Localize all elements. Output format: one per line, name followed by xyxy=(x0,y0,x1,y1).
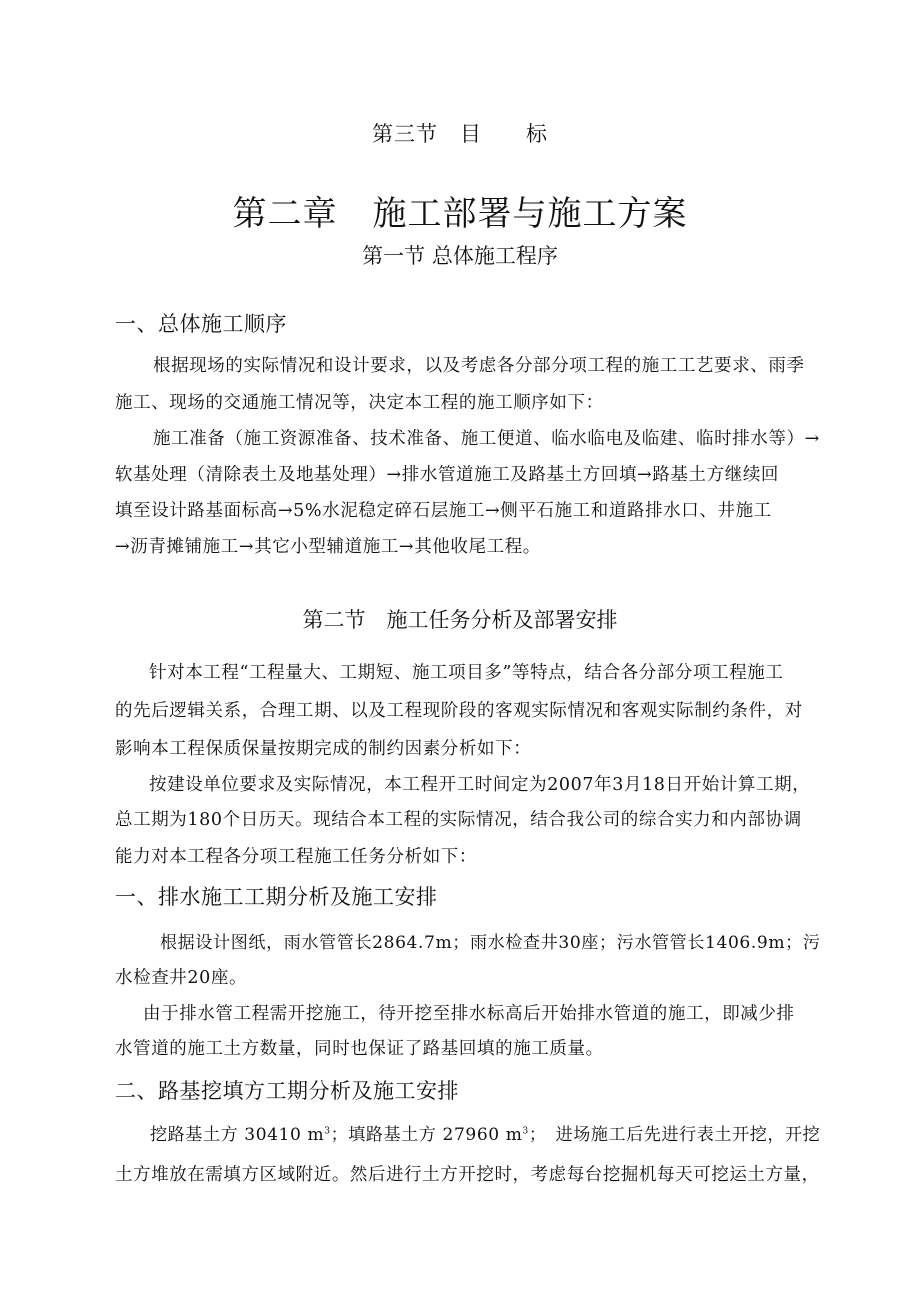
paragraph-line: 按建设单位要求及实际情况，本工程开工时间定为2007年3月18日开始计算工期， xyxy=(149,775,811,795)
paragraph-line: 施工准备（施工资源准备、技术准备、施工便道、临水临电及临建、临时排水等）→ xyxy=(153,429,820,449)
paragraph-line: 能力对本工程各分项工程施工任务分析如下： xyxy=(115,847,477,867)
chapter-title: 第二章 施工部署与施工方案 xyxy=(232,194,688,234)
paragraph-line xyxy=(150,1120,820,1145)
section3-title: 第三节 目 标 xyxy=(372,122,548,146)
roadbed-text-b: ；填路基土方 27960 m xyxy=(330,1125,523,1145)
paragraph-line: 根据现场的实际情况和设计要求，以及考虑各分部分项工程的施工工艺要求、雨季 xyxy=(153,356,805,376)
paragraph-line: 土方堆放在需填方区域附近。然后进行土方开挖时，考虑每台挖掘机每天可挖运土方量， xyxy=(115,1165,820,1185)
paragraph-line: 针对本工程“工程量大、工期短、施工项目多”等特点，结合各分部分项工程施工 xyxy=(149,663,784,683)
paragraph-line: 水管道的施工土方数量，同时也保证了路基回填的施工质量。 xyxy=(115,1039,604,1059)
superscript: 3 xyxy=(522,1126,529,1137)
section1-title: 第一节 总体施工程序 xyxy=(362,244,558,268)
paragraph-line: 总工期为180个日历天。现结合本工程的实际情况，结合我公司的综合实力和内部协调 xyxy=(115,810,802,830)
paragraph-line: 的先后逻辑关系，合理工期、以及工程现阶段的客观实际情况和客观实际制约条件，对 xyxy=(115,701,803,721)
paragraph-line: 根据设计图纸，雨水管管长2864.7m；雨水检查井30座；污水管管长1406.9m；污 xyxy=(160,933,821,953)
drainage-heading: 一、排水施工工期分析及施工安排 xyxy=(115,885,438,909)
paragraph-line: 填至设计路基面标高→5%水泥稳定碎石层施工→侧平石施工和道路排水口、井施工 xyxy=(115,501,772,521)
paragraph-line: 水检查井20座。 xyxy=(115,968,248,988)
paragraph-line: 由于排水管工程需开挖施工，待开挖至排水标高后开始排水管道的施工，即减少排 xyxy=(143,1004,795,1024)
paragraph-line: 施工、现场的交通施工情况等，决定本工程的施工顺序如下： xyxy=(115,393,604,413)
roadbed-heading: 二、路基挖填方工期分析及施工安排 xyxy=(115,1079,459,1103)
paragraph-line: 影响本工程保质保量按期完成的制约因素分析如下： xyxy=(115,739,532,759)
part1-heading: 一、总体施工顺序 xyxy=(115,312,287,336)
roadbed-text-a: 挖路基土方 30410 m xyxy=(150,1125,325,1145)
superscript: 3 xyxy=(324,1126,331,1137)
roadbed-text-c: ； 进场施工后先进行表土开挖，开挖 xyxy=(528,1125,821,1145)
section2-title: 第二节 施工任务分析及部署安排 xyxy=(302,608,618,632)
paragraph-line: →沥青摊铺施工→其它小型辅道施工→其他收尾工程。 xyxy=(115,537,541,557)
paragraph-line: 软基处理（清除表土及地基处理）→排水管道施工及路基土方回填→路基土方继续回 xyxy=(115,465,780,485)
